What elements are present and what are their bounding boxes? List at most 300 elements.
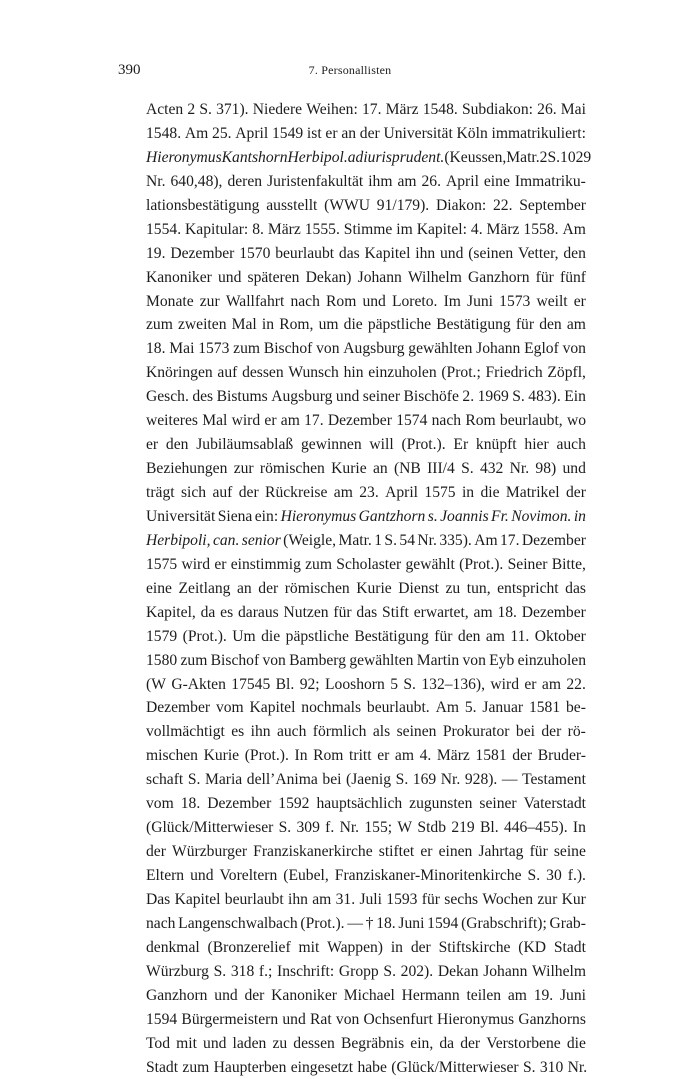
word: von	[316, 337, 339, 361]
word: Ganzhorns	[518, 1008, 586, 1032]
word: er	[325, 122, 337, 146]
word: 8.	[252, 218, 264, 242]
word: 219	[451, 816, 474, 840]
word: er	[524, 673, 536, 697]
word: für	[333, 601, 351, 625]
word: Wilhelm	[532, 960, 586, 984]
word: Dezember	[207, 792, 271, 816]
word: Bürgermeistern	[181, 1008, 278, 1032]
word: (seinen	[468, 242, 513, 266]
word: Rom	[326, 290, 356, 314]
word: 1580	[146, 649, 177, 673]
word: 1554.	[146, 218, 181, 242]
word: 640,48),	[170, 170, 222, 194]
word: März	[386, 98, 419, 122]
word: seiner	[479, 792, 516, 816]
word: zweiten	[178, 313, 227, 337]
word: päpstliche	[286, 625, 349, 649]
word: und	[203, 1032, 226, 1056]
word: S.	[396, 768, 409, 792]
text-line	[146, 529, 586, 553]
italic-word: Fr.	[491, 505, 509, 529]
word: dessen	[293, 1032, 335, 1056]
word: Haupterben	[214, 1056, 287, 1079]
word: Kanoniker	[271, 984, 337, 1008]
word: er	[420, 840, 432, 864]
word: Bestätigung	[436, 313, 511, 337]
word: Loreto.	[392, 290, 437, 314]
text-line	[146, 385, 586, 409]
word: 17.	[362, 98, 382, 122]
text-line	[146, 720, 586, 744]
italic-word: Kantshorn	[222, 146, 288, 170]
word: knüpft	[476, 433, 517, 457]
word: Kapitel:	[417, 218, 467, 242]
text-line	[146, 673, 586, 697]
word: auf	[212, 481, 232, 505]
word: Kurie	[331, 457, 367, 481]
word: In	[295, 744, 308, 768]
word: Gesch.	[146, 385, 189, 409]
word: 25.	[212, 122, 232, 146]
word: 4.	[420, 744, 432, 768]
word: 1575	[146, 553, 177, 577]
word: 310	[540, 1056, 563, 1079]
word: Bistums	[217, 385, 268, 409]
italic-word: Joannis	[440, 505, 489, 529]
word: Voreltern	[220, 864, 278, 888]
word: Stadt	[554, 936, 586, 960]
word: 446–455).	[504, 816, 568, 840]
word: vom	[146, 792, 174, 816]
word: Dekan)	[306, 266, 352, 290]
word: der	[360, 122, 380, 146]
word: seiner	[363, 385, 400, 409]
word: Wappen)	[327, 936, 383, 960]
word: 169	[413, 768, 436, 792]
word: am	[281, 409, 300, 433]
word: Wilhelm	[408, 266, 462, 290]
text-line	[146, 936, 586, 960]
italic-word: Novimon.	[511, 505, 571, 529]
word: die	[344, 313, 363, 337]
word: 19.	[534, 984, 554, 1008]
word: beurlaubt	[275, 242, 334, 266]
word: er	[146, 433, 158, 457]
word: in	[391, 936, 403, 960]
word: Dezember	[146, 696, 210, 720]
word: Mai	[169, 337, 194, 361]
word: er	[377, 744, 389, 768]
word: am	[542, 673, 561, 697]
word: Am	[474, 529, 497, 553]
text-line	[146, 816, 586, 840]
word: Matrikel	[506, 481, 560, 505]
word: der	[146, 840, 166, 864]
word: Niedere	[253, 98, 302, 122]
word: das	[339, 242, 360, 266]
word: ausstellt	[266, 194, 317, 218]
word: hin	[344, 361, 364, 385]
word: 17.	[500, 529, 520, 553]
word: Zöpfl,	[547, 361, 586, 385]
word: März	[268, 218, 301, 242]
text-line	[146, 553, 586, 577]
word: Juli	[359, 888, 382, 912]
word: Maria	[205, 768, 242, 792]
word: Rückreise	[265, 481, 327, 505]
word: sechs	[444, 888, 478, 912]
word: Eglof	[524, 337, 559, 361]
word: Am	[562, 218, 585, 242]
word: S.	[214, 960, 227, 984]
word: 18.	[497, 601, 517, 625]
word: der	[244, 984, 264, 1008]
word: am	[397, 170, 416, 194]
word: Am	[436, 696, 459, 720]
word: 1548.	[146, 122, 181, 146]
word: zum	[182, 1056, 209, 1079]
word: Kurie	[356, 577, 392, 601]
word: Johann	[483, 960, 527, 984]
word: Dezember	[522, 601, 586, 625]
word: Weihen:	[306, 98, 358, 122]
word: nach	[432, 409, 461, 433]
word: 928).	[465, 768, 497, 792]
word: für	[536, 266, 554, 290]
word: eine	[146, 577, 172, 601]
word: 4.	[471, 218, 483, 242]
word: 18.	[181, 792, 201, 816]
text-line	[146, 218, 586, 242]
word: wird	[232, 409, 261, 433]
word: förmlich	[313, 720, 367, 744]
word: wird	[181, 553, 210, 577]
italic-word: Hieronymus	[281, 505, 357, 529]
text-line	[146, 840, 586, 864]
word: 54	[399, 529, 415, 553]
word: f.;	[259, 960, 272, 984]
word: der	[239, 481, 259, 505]
word: von	[336, 1008, 359, 1032]
word: Kapitel	[365, 242, 411, 266]
text-line	[146, 433, 586, 457]
word: Bestätigung	[354, 625, 429, 649]
word: Das	[146, 888, 170, 912]
word: an	[373, 457, 388, 481]
word: Dezember	[522, 529, 586, 553]
word: am	[486, 625, 505, 649]
word: stiftet	[379, 840, 415, 864]
word: 30	[546, 864, 562, 888]
word: 2	[540, 146, 548, 170]
text-line	[146, 912, 586, 936]
word: f.).	[568, 864, 586, 888]
word: Kapitel,	[146, 601, 196, 625]
word: teilen	[466, 984, 501, 1008]
word: Franziskanerkirche	[253, 840, 373, 864]
text-line	[146, 1008, 586, 1032]
text-line	[146, 625, 586, 649]
word: am	[508, 984, 527, 1008]
word: ist	[307, 122, 322, 146]
word: seinen	[397, 720, 437, 744]
word: 2.	[462, 385, 474, 409]
word: Matr.	[506, 146, 539, 170]
body-text	[146, 98, 586, 1079]
word: Würzburger	[172, 840, 247, 864]
word: von	[563, 337, 586, 361]
word: gewählt	[406, 553, 455, 577]
word: will	[369, 433, 393, 457]
italic-word: Herbipol.	[288, 146, 348, 170]
word: (WWU	[324, 194, 370, 218]
italic-word: senior	[242, 529, 281, 553]
word: In	[573, 816, 586, 840]
italic-word: Herbipoli,	[146, 529, 211, 553]
word: Nr.	[441, 768, 461, 792]
text-line	[146, 481, 586, 505]
word: eine	[484, 170, 510, 194]
word: Looshorn	[325, 673, 385, 697]
word: die	[567, 1032, 586, 1056]
word: 1555.	[305, 218, 340, 242]
word: 155;	[364, 816, 392, 840]
text-line	[146, 170, 586, 194]
word: einstimmig	[231, 553, 301, 577]
word: 31.	[336, 888, 356, 912]
word: 1594	[427, 912, 458, 936]
word: Um	[232, 625, 255, 649]
word: zur	[234, 457, 254, 481]
word: und	[282, 1008, 305, 1032]
word: (W	[146, 673, 166, 697]
word: Januar	[482, 696, 523, 720]
word: Gropp	[339, 960, 379, 984]
word: (Prot.).	[459, 553, 503, 577]
word: Begräbnis	[341, 1032, 404, 1056]
word: Ganzhorn	[146, 984, 207, 1008]
word: Eyb	[489, 649, 514, 673]
word: S.	[461, 457, 474, 481]
word: Stimme	[344, 218, 393, 242]
word: wo	[567, 409, 586, 433]
word: zum	[146, 313, 173, 337]
word: S.	[188, 768, 201, 792]
word: (Bronzerelief	[208, 936, 291, 960]
word: 335).	[439, 529, 471, 553]
word: April	[385, 481, 418, 505]
word: ihn	[288, 888, 308, 912]
word: Jahrtag	[478, 840, 523, 864]
word: S.	[384, 529, 397, 553]
word: Nr.	[146, 170, 166, 194]
word: zum	[233, 337, 260, 361]
word: weilt	[536, 290, 567, 314]
word: 98)	[535, 457, 556, 481]
word: S.	[403, 673, 416, 697]
word: bei	[516, 720, 535, 744]
word: Johann	[476, 337, 520, 361]
word: eingesetzt	[291, 1056, 353, 1079]
word: mit	[298, 936, 319, 960]
word: den	[539, 313, 562, 337]
word: mit	[176, 1032, 197, 1056]
word: Martin	[417, 649, 459, 673]
word: das	[356, 601, 377, 625]
word: Seiner	[508, 553, 548, 577]
word: Stift	[382, 601, 409, 625]
text-line	[146, 649, 586, 673]
word: ihn	[251, 720, 271, 744]
word: den	[166, 433, 189, 457]
word: in	[462, 481, 474, 505]
word: (KD	[518, 936, 546, 960]
word: Bl.	[480, 816, 499, 840]
text-line	[146, 1032, 586, 1056]
word: 91/179).	[377, 194, 429, 218]
word: zum	[180, 649, 207, 673]
word: gewählten	[349, 649, 413, 673]
word: 18.	[376, 912, 396, 936]
word: 1969	[478, 385, 509, 409]
word: —	[502, 768, 518, 792]
word: laden	[233, 1032, 267, 1056]
word: beurlaubt	[225, 888, 284, 912]
word: einzuholen	[368, 361, 436, 385]
word: Juni	[560, 984, 586, 1008]
word: Acten	[146, 98, 183, 122]
text-line	[146, 457, 586, 481]
word: 1581	[529, 696, 560, 720]
word: um	[319, 313, 339, 337]
word: Bruder-	[538, 744, 586, 768]
word: Langenschwalbach	[178, 912, 298, 936]
word: 92;	[300, 673, 320, 697]
word: (Weigle,	[283, 529, 336, 553]
word: in	[262, 313, 274, 337]
word: zur	[200, 290, 220, 314]
word: für	[434, 625, 452, 649]
word: Michael	[344, 984, 395, 1008]
word: trägt	[146, 481, 175, 505]
word: (Prot.).	[300, 912, 344, 936]
text-line	[146, 864, 586, 888]
word: Nr.	[510, 457, 530, 481]
word: und	[440, 242, 463, 266]
italic-word: in	[574, 505, 586, 529]
word: Juni	[467, 290, 493, 314]
word: 1593	[386, 888, 417, 912]
word: (Prot.).	[245, 744, 289, 768]
word: tun,	[467, 577, 491, 601]
text-line	[146, 409, 586, 433]
word: er	[264, 409, 276, 433]
word: März	[487, 218, 520, 242]
text-line	[146, 696, 586, 720]
word: 1581	[475, 744, 506, 768]
word: zugunsten	[409, 792, 472, 816]
word: Dienst	[398, 577, 439, 601]
word: Rom	[465, 409, 495, 433]
word: Monate	[146, 290, 194, 314]
word: 318	[231, 960, 254, 984]
word: 432	[480, 457, 503, 481]
word: einzuholen	[518, 649, 586, 673]
word: am	[474, 601, 493, 625]
word: Augsburg	[271, 385, 332, 409]
word: Wallfahrt	[226, 290, 285, 314]
word: des	[192, 385, 213, 409]
word: Kur	[562, 888, 586, 912]
word: 132–136),	[421, 673, 485, 697]
word: 26.	[422, 170, 442, 194]
word: Universität	[146, 505, 215, 529]
word: 1570	[239, 242, 270, 266]
word: Friedrich	[486, 361, 543, 385]
italic-word: ad	[348, 146, 364, 170]
word: 18.	[146, 337, 166, 361]
word: und	[190, 864, 213, 888]
word: Inschrift:	[277, 960, 334, 984]
word: 22.	[566, 673, 586, 697]
word: Mal	[232, 313, 257, 337]
word: die	[480, 481, 499, 505]
word: Franziskaner-Minoritenkirche	[335, 864, 522, 888]
word: April	[446, 170, 479, 194]
word: (Glück/Mitterwieser	[391, 1056, 518, 1079]
word: Bischof	[264, 337, 313, 361]
word: dell’Anima	[247, 768, 318, 792]
text-line	[146, 146, 586, 170]
word: und	[562, 457, 585, 481]
word: Köln	[457, 122, 488, 146]
word: April	[235, 122, 268, 146]
text-line	[146, 768, 586, 792]
word: immatrikuliert:	[492, 122, 586, 146]
word: Tod	[146, 1032, 170, 1056]
word: S.	[512, 385, 525, 409]
word: an	[237, 577, 252, 601]
word: Kapitular:	[185, 218, 248, 242]
text-line	[146, 266, 586, 290]
word: Dezember	[328, 409, 392, 433]
word: und	[336, 385, 359, 409]
word: am	[312, 888, 331, 912]
word: vom	[216, 696, 244, 720]
word: (Jaenig	[346, 768, 391, 792]
word: 11.	[510, 625, 529, 649]
word: Beziehungen	[146, 457, 227, 481]
word: er	[214, 553, 226, 577]
word: 1558.	[523, 218, 558, 242]
word: entspricht	[497, 577, 559, 601]
word: Am	[185, 122, 208, 146]
word: deren	[227, 170, 262, 194]
word: Nr.	[417, 529, 437, 553]
word: der	[258, 577, 278, 601]
word: für	[516, 313, 534, 337]
word: (Grabschrift);	[461, 912, 547, 936]
word: daraus	[238, 601, 279, 625]
word: 371).	[216, 98, 248, 122]
word: Stiftskirche	[439, 936, 511, 960]
word: Siena	[218, 505, 253, 529]
word: G-Akten	[171, 673, 226, 697]
word: Wochen	[482, 888, 533, 912]
word: Scholaster	[336, 553, 401, 577]
word: rö-	[568, 720, 586, 744]
